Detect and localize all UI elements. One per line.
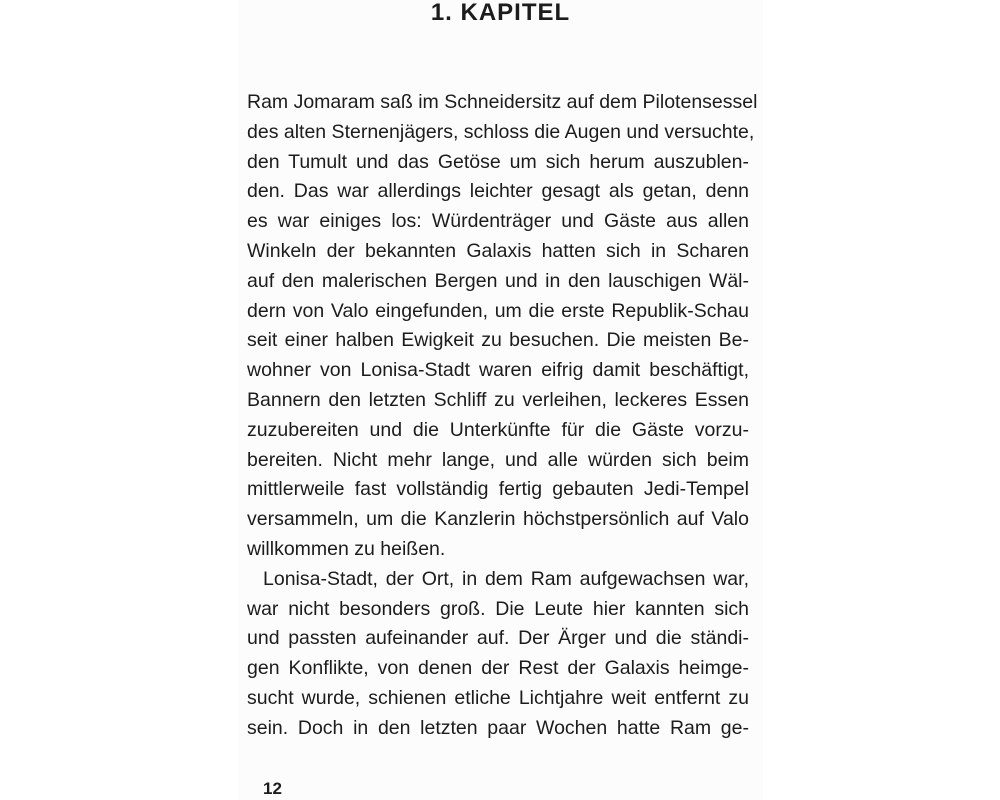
chapter-title: 1. KAPITEL — [430, 0, 571, 26]
text-line: den. Das war allerdings leichter gesagt als getan, denn — [247, 180, 749, 203]
text-line: seit einer halben Ewigkeit zu besuchen. Die meisten Be- — [247, 329, 749, 352]
right-margin — [763, 0, 1000, 800]
page-number: 12 — [263, 779, 282, 798]
text-line: wohner von Lonisa-Stadt waren eifrig damit beschäftigt, — [247, 359, 749, 382]
text-line: dern von Valo eingefunden, um die erste Republik-Schau — [247, 299, 749, 322]
text-line: gen Konflikte, von denen der Rest der Galaxis heimge- — [247, 657, 749, 680]
text-line: Winkeln der bekannten Galaxis hatten sich in Scharen — [247, 239, 749, 262]
text-line: es war einiges los: Würdenträger und Gäste aus allen — [247, 210, 749, 233]
text-line: mittlerweile fast vollständig fertig gebauten Jedi-Tempel — [247, 478, 749, 501]
text-line: zuzubereiten und die Unterkünfte für die Gäste vorzu- — [247, 418, 749, 441]
text-line: Lonisa-Stadt, der Ort, in dem Ram aufgewachsen war, — [263, 567, 749, 590]
text-line: auf den malerischen Bergen und in den lauschigen Wäl- — [247, 269, 749, 292]
text-line: war nicht besonders groß. Die Leute hier kannten sich — [247, 597, 749, 620]
left-margin — [0, 0, 238, 800]
text-line: willkommen zu heißen. — [247, 537, 446, 560]
text-line: versammeln, um die Kanzlerin höchstpersönlich auf Valo — [247, 508, 749, 531]
text-line: Bannern den letzten Schliff zu verleihen, leckeres Essen — [247, 388, 749, 411]
book-page — [238, 0, 763, 800]
body-text — [247, 88, 758, 744]
text-line: des alten Sternenjägers, schloss die Augen und versuchte, — [247, 120, 755, 143]
paragraph-2 — [247, 565, 749, 744]
text-line: sein. Doch in den letzten paar Wochen hatte Ram ge- — [247, 716, 749, 739]
text-line: Ram Jomaram saß im Schneidersitz auf dem Pilotensessel — [247, 91, 758, 113]
paragraph-1 — [247, 88, 758, 565]
text-line: sucht wurde, schienen etliche Lichtjahre weit entfernt zu — [247, 686, 749, 709]
text-line: bereiten. Nicht mehr lange, und alle würden sich beim — [247, 448, 749, 471]
text-line: den Tumult und das Getöse um sich herum auszublen- — [247, 150, 749, 173]
text-line: und passten aufeinander auf. Der Ärger und die ständi- — [247, 627, 749, 650]
